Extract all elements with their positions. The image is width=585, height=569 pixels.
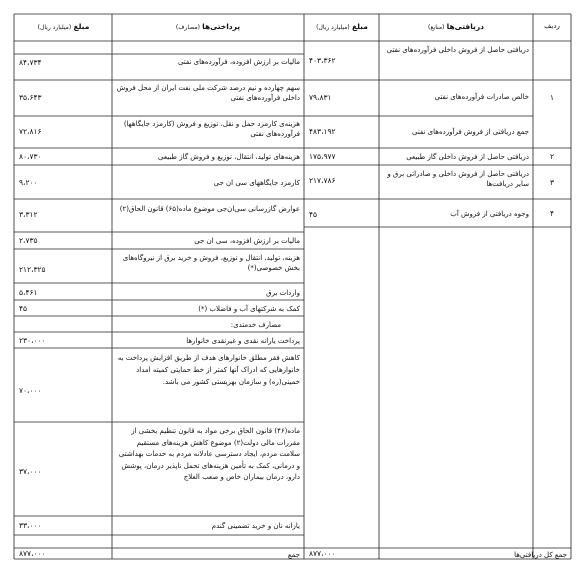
expense-amount: ۷۰،۰۰۰ <box>19 386 42 395</box>
expense-text: هزینه‌ی کارمزد حمل و نقل، توزیع و فروش (کارمزد جایگاهها) فرآورده‌های نفتی <box>123 120 300 138</box>
expense-text: مالیات بر ارزش افزوده، فرآورده‌های نفتی <box>177 58 300 66</box>
expense-amount: ۸۴،۷۳۴ <box>19 58 42 67</box>
revenue-text: دریافتی حاصل از فروش داخلی و صادراتی برق و سایر دریافت‌ها <box>387 170 529 188</box>
expense-text: ماده(۴۶) قانون الحاق برخی مواد به قانون تنظیم بخشی از مقررات مالی دولت(۲) موضوع کاهش هزینه‌های مستقیم سلامت مردم، ایجاد دسترسی عادلانه مردم به خدمات بهداشتی و درمانی، کمک به تأمین هزینه‌های تحمل ناپذیر درمان، پوشش دارو، درمان بیماران خاص و صعب العلاج <box>118 427 300 481</box>
revenue-text: دریافتی حاصل از فروش داخلی گاز طبیعی <box>406 153 529 161</box>
expense-text: کمک به شرکتهای آب و فاضلاب (*) <box>198 305 300 313</box>
expense-text: هزینه، تولید، انتقال و توزیع، فروش و خرید برق از نیروگاه‌های بخش خصوصی(*) <box>122 254 300 272</box>
revenue-index-2: ۲ <box>549 152 555 161</box>
header-revenues-title: دریافتی‌ها <box>446 22 485 31</box>
revenue-text: جمع دریافتی از فروش فرآورده‌های نفتی <box>412 128 529 136</box>
expense-amount: ۳۵،۶۴۳ <box>19 93 42 102</box>
header-revenues-sub: (منابع) <box>427 24 445 31</box>
expense-text: هزینه‌های تولید، انتقال، توزیع و فروش گاز طبیعی <box>158 153 300 161</box>
expense-amount: ۴۵ <box>19 304 28 313</box>
header-expenses-sub: (مصارف) <box>175 24 200 31</box>
revenue-index-3: ۳ <box>549 178 555 187</box>
header-expense-amount-title: مبلغ <box>73 22 90 31</box>
revenue-text: خالص صادرات فرآورده‌های نفتی <box>434 93 529 101</box>
revenue-total-label: جمع کل دریافتی‌ها <box>514 551 567 559</box>
header-expenses <box>114 22 302 31</box>
expense-amount: ۲۱۲،۳۲۵ <box>19 265 46 274</box>
header-expense-amount-sub: (میلیارد ریال) <box>37 24 72 31</box>
header-row-col: ردیف <box>544 22 560 30</box>
revenue-amount: ۱۷۵،۹۷۷ <box>309 152 336 161</box>
expense-amount: ۳،۳۱۲ <box>19 210 38 219</box>
header-expenses-title: پرداختی‌ها <box>202 22 241 31</box>
revenue-text: وجوه دریافتی از فروش آب <box>450 210 529 218</box>
revenue-text: دریافتی حاصل از فروش داخلی فرآورده‌های نفتی <box>386 46 529 54</box>
expense-text: یارانه نان و خرید تضمینی گندم <box>211 522 300 530</box>
revenue-total-amount: ۸۷۷،۰۰۰ <box>309 549 336 558</box>
expense-amount: ۲۳۰،۰۰۰ <box>19 336 46 345</box>
header-revenue-amount <box>306 22 378 31</box>
revenue-index-1: ۱ <box>549 93 555 102</box>
header-revenue-amount-title: مبلغ <box>351 22 368 31</box>
expense-total-amount: ۸۷۷،۰۰۰ <box>19 549 46 558</box>
expense-amount: ۵،۴۶۱ <box>19 288 38 297</box>
expense-text: کاهش فقر مطلق خانوارهای هدف از طریق افزایش پرداخت به خانوارهایی که ادراک آنها کمتر از خط حمایتی کمیته امداد خمینی(ره) و سازمان بهزیستی کشور می باشد. <box>117 354 300 386</box>
expense-text: کارمزد جایگاههای سی ان جی <box>213 179 300 187</box>
expense-section-label: مصارف خدمتدی: <box>230 321 281 329</box>
expense-text: سهم چهارده و نیم درصد شرکت ملی نفت ایران از محل فروش داخلی فرآورده‌های نفتی <box>116 84 300 102</box>
expense-total-label: جمع <box>287 551 300 559</box>
revenue-amount: ۷۹،۸۳۱ <box>309 93 332 102</box>
revenue-amount: ۴۸۳،۱۹۲ <box>309 127 336 136</box>
expense-amount: ۳۳،۰۰۰ <box>19 521 42 530</box>
expense-text: واردات برق <box>266 289 300 297</box>
header-revenues <box>381 22 531 31</box>
revenue-amount: ۴۵ <box>309 210 318 219</box>
expense-amount: ۷۲،۸۱۶ <box>19 127 42 136</box>
expense-amount: ۲،۷۳۵ <box>19 236 38 245</box>
expense-text: عوارض گازرسانی سی‌ان‌جی موضوع ماده(۶۵) قانون الحاق(۲) <box>119 205 300 213</box>
revenue-amount: ۲۱۷،۷۸۶ <box>309 176 336 185</box>
revenue-index-4: ۴ <box>549 209 555 218</box>
expense-text: پرداخت یارانه نقدی و غیرنقدی خانوارها <box>186 337 300 345</box>
expense-text: مالیات بر ارزش افزوده، سی ان جی <box>194 237 300 245</box>
expense-amount: ۳۷،۰۰۰ <box>19 467 42 476</box>
expense-amount: ۹،۲۰۰ <box>19 178 38 187</box>
expense-amount: ۸۰،۷۳۰ <box>19 152 42 161</box>
header-expense-amount <box>16 22 111 31</box>
header-revenue-amount-sub: (میلیارد ریال) <box>316 24 350 31</box>
revenue-amount: ۴۰۳،۳۶۲ <box>309 56 336 65</box>
